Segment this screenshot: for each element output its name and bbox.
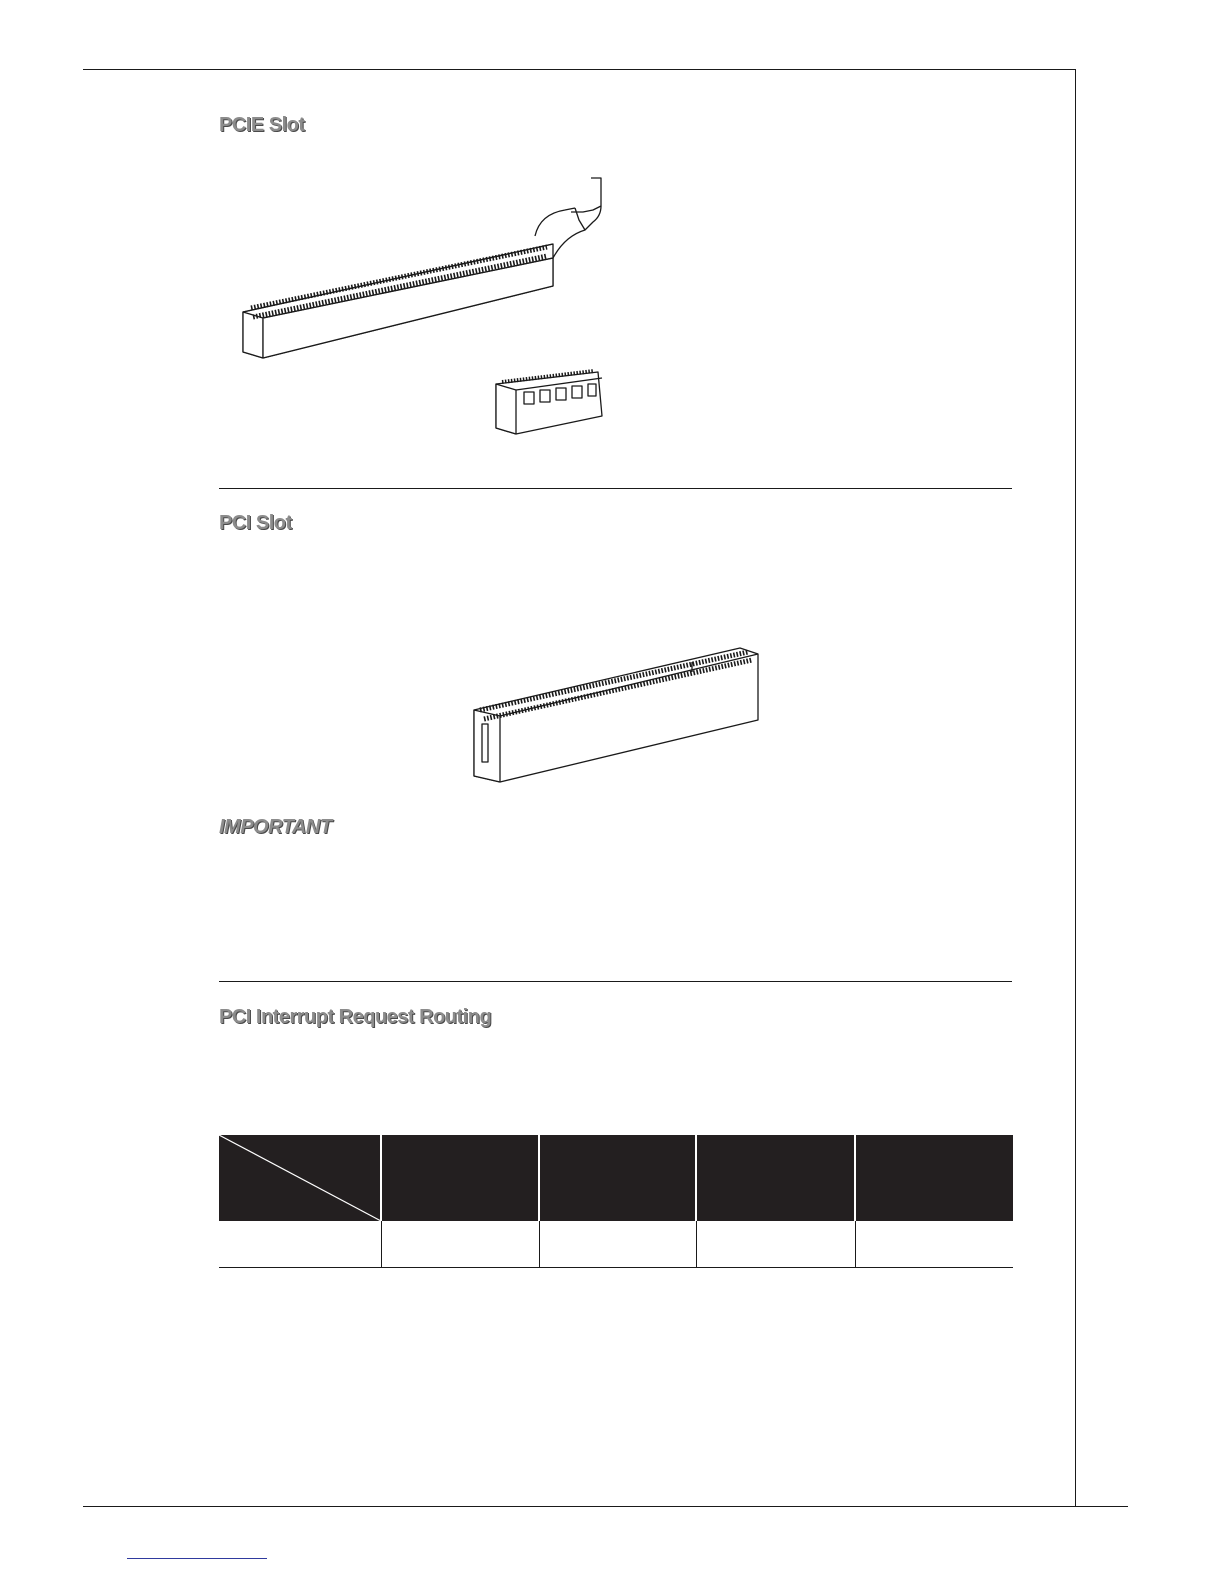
table-bottom-rule (219, 1267, 1013, 1268)
row-cell-divider (539, 1221, 540, 1267)
row-cell-divider (855, 1221, 856, 1267)
bottom-rule (83, 1506, 1128, 1507)
section-divider-2 (219, 981, 1012, 982)
right-rule (1075, 69, 1076, 1507)
important-heading: IMPORTANT (219, 816, 332, 838)
irq-routing-heading: PCI Interrupt Request Routing (219, 1006, 492, 1028)
header-diagonal-line (219, 1135, 381, 1221)
pci-slot-heading: PCI Slot (219, 512, 292, 534)
footer-link-underline[interactable] (127, 1558, 267, 1559)
section-divider-1 (219, 488, 1012, 489)
pcie-x16-slot-illustration (235, 170, 635, 370)
irq-table-header (219, 1135, 1013, 1221)
irq-routing-table (219, 1135, 1013, 1268)
pci-slot-illustration (470, 640, 770, 790)
row-cell-divider (696, 1221, 697, 1267)
pcie-x1-slot-illustration (490, 360, 610, 440)
row-cell-divider (381, 1221, 382, 1267)
pcie-slot-heading: PCIE Slot (219, 114, 305, 136)
top-rule (83, 69, 1076, 70)
